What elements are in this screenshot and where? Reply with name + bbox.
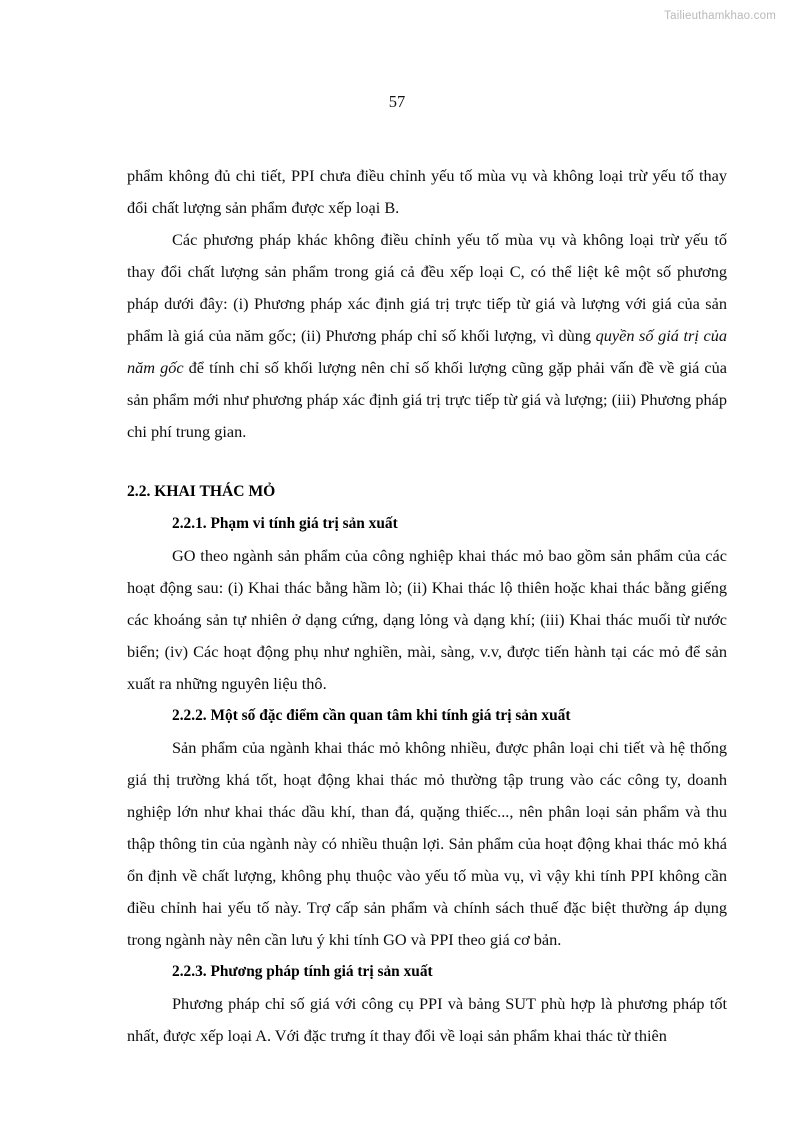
paragraph-scope: GO theo ngành sản phẩm của công nghiệp khai thác mỏ bao gồm sản phẩm của các hoạt động sau: (i) Khai thác bằng hầm lò; (ii) Khai thác lộ thiên hoặc khai thác bằng giếng các khoáng sản tự nhiên ở dạng cứng, dạng lỏng và dạng khí; (iii) Khai thác muối từ nước biển; (iv) Các hoạt động phụ như nghiền, mài, sàng, v.v, được tiến hành tại các mỏ để sản xuất ra những nguyên liệu thô. [127, 546, 727, 693]
paragraph-continuation: phẩm không đủ chi tiết, PPI chưa điều chỉnh yếu tố mùa vụ và không loại trừ yếu tố thay đổi chất lượng sản phẩm được xếp loại B. [127, 166, 727, 217]
paragraph-calculation-method: Phương pháp chỉ số giá với công cụ PPI và bảng SUT phù hợp là phương pháp tốt nhất, được xếp loại A. Với đặc trưng ít thay đổi về loại sản phẩm khai thác từ thiên [127, 994, 727, 1045]
paragraph-methods [127, 224, 727, 448]
paragraph-methods-part2: để tính chỉ số khối lượng nên chỉ số khối lượng cũng gặp phải vấn đề về giá của sản phẩm mới như phương pháp xác định giá trị trực tiếp từ giá và lượng; (iii) Phương pháp chi phí trung gian. [127, 358, 727, 441]
paragraph-methods-emphasis: quyền số giá trị của năm gốc [127, 326, 727, 377]
paragraph-characteristics: Sản phẩm của ngành khai thác mỏ không nhiều, được phân loại chi tiết và hệ thống giá thị trường khá tốt, hoạt động khai thác mỏ thường tập trung vào các công ty, doanh nghiệp lớn như khai thác dầu khí, than đá, quặng thiếc..., nên phân loại sản phẩm và thu thập thông tin của ngành này có nhiều thuận lợi. Sản phẩm của hoạt động khai thác mỏ khá ổn định về chất lượng, không phụ thuộc vào yếu tố mùa vụ, vì vậy khi tính PPI không cần điều chỉnh hai yếu tố này. Trợ cấp sản phẩm và chính sách thuế đặc biệt thường áp dụng trong ngành này nên cần lưu ý khi tính GO và PPI theo giá cơ bản. [127, 738, 727, 949]
heading-section-2-2-2: 2.2.2. Một số đặc điểm cần quan tâm khi tính giá trị sản xuất [172, 707, 571, 724]
spacer [127, 448, 727, 454]
page-number: 57 [388, 92, 406, 111]
heading-section-2-2-3: 2.2.3. Phương pháp tính giá trị sản xuất [172, 963, 433, 980]
heading-section-2-2: 2.2. KHAI THÁC MỎ [127, 483, 276, 500]
watermark-text: Tailieuthamkhao.com [664, 10, 776, 22]
heading-section-2-2-1: 2.2.1. Phạm vi tính giá trị sản xuất [172, 515, 398, 532]
paragraph-methods-part1: Các phương pháp khác không điều chỉnh yếu tố mùa vụ và không loại trừ yếu tố thay đổi chất lượng sản phẩm trong giá cả đều xếp loại C, có thể liệt kê một số phương pháp dưới đây: (i) Phương pháp xác định giá trị trực tiếp từ giá và lượng với giá của sản phẩm là giá của năm gốc; (ii) Phương pháp chỉ số khối lượng, vì dùng [127, 230, 727, 345]
page-content [127, 160, 727, 1052]
